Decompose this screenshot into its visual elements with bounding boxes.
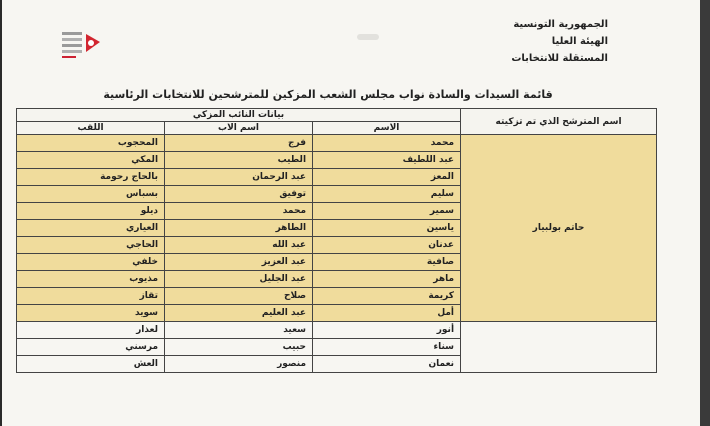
- name-column-header: الاسم: [313, 122, 461, 135]
- cell-name: كريمة: [313, 288, 461, 305]
- cell-name: نعمان: [313, 356, 461, 373]
- cell-father: عبد العليم: [165, 305, 313, 322]
- cell-last: المحجوب: [17, 135, 165, 152]
- cell-father: صلاح: [165, 288, 313, 305]
- header-block: [458, 16, 608, 67]
- document-title: قائمة السيدات والسادة نواب مجلس الشعب المزكين للمترشحين للانتخابات الرئاسية: [103, 88, 553, 101]
- cell-last: خلفي: [17, 254, 165, 271]
- isie-logo-icon: [60, 28, 108, 62]
- cell-father: عبد الله: [165, 237, 313, 254]
- cell-last: ديلو: [17, 203, 165, 220]
- cell-name: أنور: [313, 322, 461, 339]
- cell-name: عبد اللطيف: [313, 152, 461, 169]
- cell-father: فرج: [165, 135, 313, 152]
- cell-father: توفيق: [165, 186, 313, 203]
- cell-name: عدنان: [313, 237, 461, 254]
- cell-last: مذيوب: [17, 271, 165, 288]
- cell-last: العياري: [17, 220, 165, 237]
- cell-father: منصور: [165, 356, 313, 373]
- scan-edge: [700, 0, 710, 426]
- cell-last: الحاجي: [17, 237, 165, 254]
- header-line-3: المستقلة للانتخابات: [511, 53, 608, 64]
- header-line-2: الهيئة العليا: [551, 36, 608, 47]
- group-header: بيانات النائب المزكي: [17, 109, 461, 122]
- cell-father: عبد الرحمان: [165, 169, 313, 186]
- cell-last: العش: [17, 356, 165, 373]
- header-line-1: الجمهورية التونسية: [513, 19, 608, 30]
- cell-last: مرسني: [17, 339, 165, 356]
- cell-last: بسباس: [17, 186, 165, 203]
- scan-smudge: [357, 34, 379, 40]
- document-page: [2, 0, 700, 426]
- cell-father: الطيب: [165, 152, 313, 169]
- cell-name: صافية: [313, 254, 461, 271]
- cell-name: محمد: [313, 135, 461, 152]
- table-row: [17, 135, 657, 152]
- cell-last: بالحاج رحومة: [17, 169, 165, 186]
- last-name-column-header: اللقب: [17, 122, 165, 135]
- cell-name: المعز: [313, 169, 461, 186]
- cell-name: سناء: [313, 339, 461, 356]
- candidate-cell-empty: [461, 322, 657, 373]
- cell-last: تقاز: [17, 288, 165, 305]
- cell-father: عبد الجليل: [165, 271, 313, 288]
- cell-last: سويد: [17, 305, 165, 322]
- father-column-header: اسم الاب: [165, 122, 313, 135]
- cell-father: حبيب: [165, 339, 313, 356]
- cell-father: عبد العزيز: [165, 254, 313, 271]
- cell-father: سعيد: [165, 322, 313, 339]
- candidate-column-header: اسم المترشح الذي تم تزكيته: [461, 109, 657, 135]
- cell-name: ياسين: [313, 220, 461, 237]
- cell-last: لعذار: [17, 322, 165, 339]
- table-row: [17, 322, 657, 339]
- cell-father: الطاهر: [165, 220, 313, 237]
- endorsements-table: [16, 108, 657, 373]
- cell-father: محمد: [165, 203, 313, 220]
- cell-name: سليم: [313, 186, 461, 203]
- cell-name: ماهر: [313, 271, 461, 288]
- candidate-name: حاتم بولبيار: [461, 135, 657, 322]
- cell-name: سمير: [313, 203, 461, 220]
- cell-last: المكي: [17, 152, 165, 169]
- cell-name: أمل: [313, 305, 461, 322]
